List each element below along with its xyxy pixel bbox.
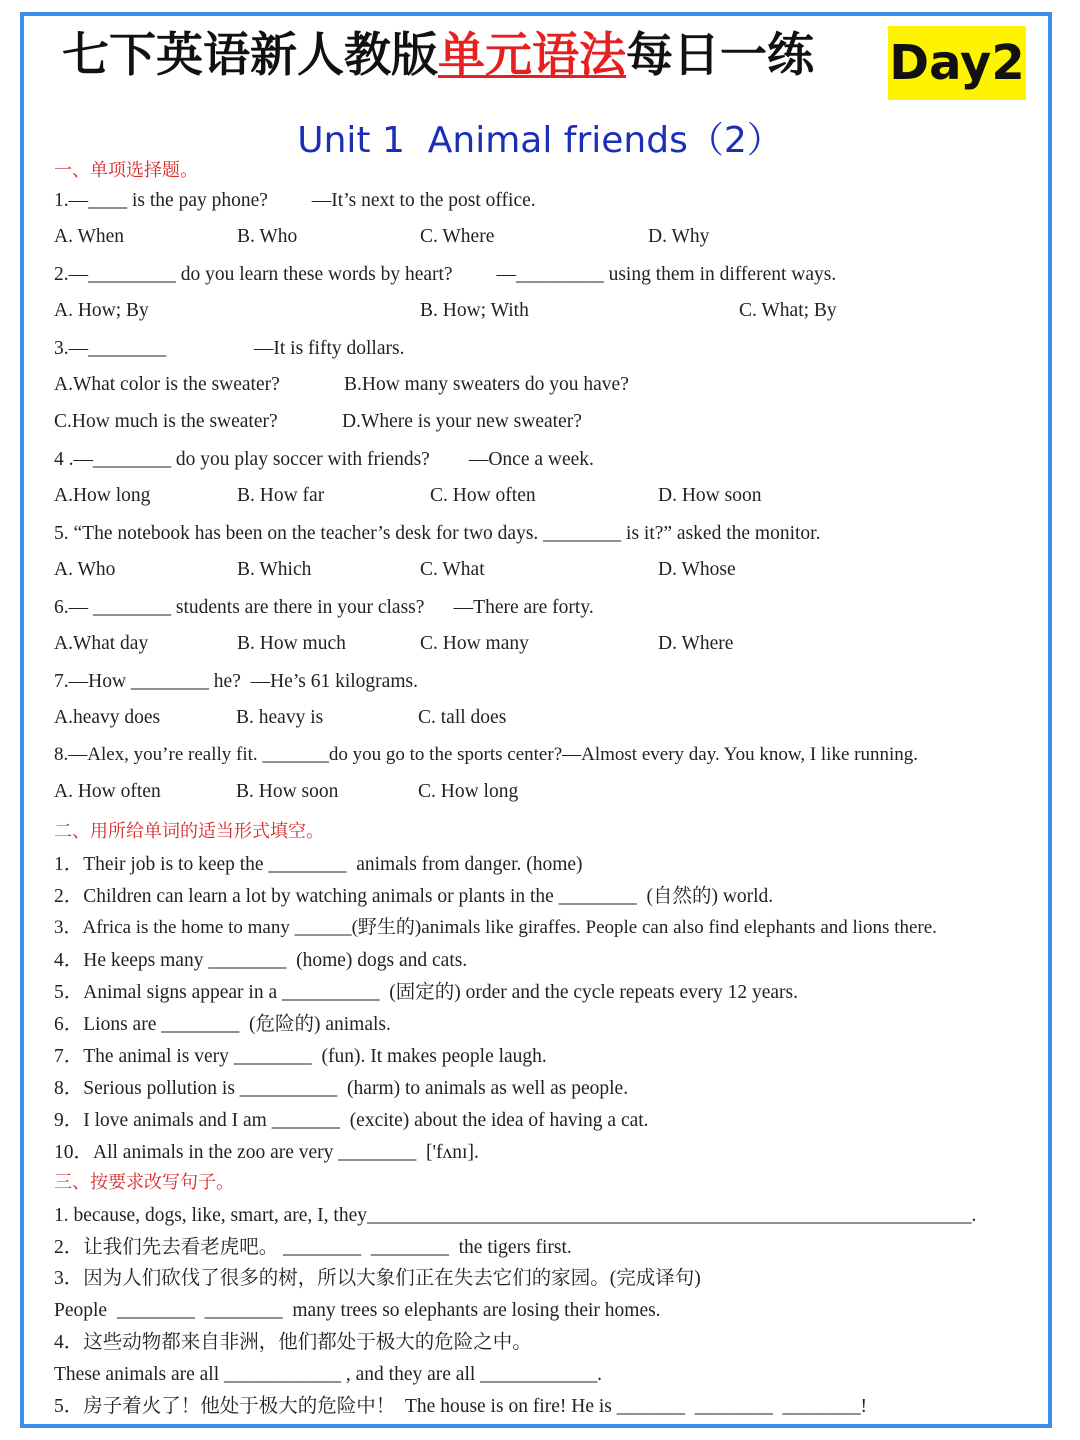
option: D. Whose bbox=[658, 559, 736, 580]
option: A. How often bbox=[54, 781, 161, 802]
option: C. tall does bbox=[418, 707, 507, 728]
option: C. What; By bbox=[739, 300, 837, 321]
fill-item: 10．All animals in the zoo are very ________ ['fʌnɪ]. bbox=[54, 1142, 479, 1163]
fill-item: 5．Animal signs appear in a __________ (固定的) order and the cycle repeats every 12 years. bbox=[54, 982, 799, 1003]
option: A. How; By bbox=[54, 300, 149, 321]
option: C. Where bbox=[420, 226, 495, 247]
question-stem: 1.—____ is the pay phone? —It’s next to the post office. bbox=[54, 190, 536, 211]
option: A.What day bbox=[54, 633, 149, 654]
unit-subtitle: Unit 1 Animal friends（2） bbox=[297, 120, 783, 161]
option: B.How many sweaters do you have? bbox=[344, 374, 629, 395]
fill-item: 4．He keeps many ________ (home) dogs and cats. bbox=[54, 950, 468, 971]
option: A.What color is the sweater? bbox=[54, 374, 280, 395]
option: C. What bbox=[420, 559, 485, 580]
question-stem: 8.—Alex, you’re really fit. _______do you go to the sports center?—Almost every day. You know, I like running. bbox=[54, 744, 918, 765]
rewrite-item: 2．让我们先去看老虎吧。 ________ ________ the tigers first. bbox=[54, 1237, 572, 1258]
fill-item: 9．I love animals and I am _______ (excite) about the idea of having a cat. bbox=[54, 1110, 649, 1131]
option: D. Where bbox=[658, 633, 734, 654]
option: C. How many bbox=[420, 633, 529, 654]
fill-item: 6．Lions are ________ (危险的) animals. bbox=[54, 1014, 391, 1035]
option: D. How soon bbox=[658, 485, 762, 506]
option: D.Where is your new sweater? bbox=[342, 411, 582, 432]
option: A.How long bbox=[54, 485, 151, 506]
fill-item: 3．Africa is the home to many ______(野生的)animals like giraffes. People can also find elephants and lions there. bbox=[54, 917, 937, 938]
section1-heading: 一、单项选择题。 bbox=[54, 160, 198, 181]
option: A. When bbox=[54, 226, 125, 247]
option: B. heavy is bbox=[236, 707, 324, 728]
fill-item: 8．Serious pollution is __________ (harm) to animals as well as people. bbox=[54, 1078, 629, 1099]
title-part1: 七下英语新人教版 bbox=[62, 28, 438, 83]
option: A. Who bbox=[54, 559, 116, 580]
option: A.heavy does bbox=[54, 707, 161, 728]
option: C. How often bbox=[430, 485, 536, 506]
title-part2: 每日一练 bbox=[626, 28, 814, 83]
question-stem: 6.— ________ students are there in your class? —There are forty. bbox=[54, 597, 594, 618]
option: C. How long bbox=[418, 781, 519, 802]
option: B. How far bbox=[237, 485, 325, 506]
question-stem: 7.—How ________ he? —He’s 61 kilograms. bbox=[54, 671, 418, 692]
option: B. Who bbox=[237, 226, 298, 247]
rewrite-item: 4．这些动物都来自非洲，他们都处于极大的危险之中。 bbox=[54, 1332, 532, 1353]
rewrite-item: 5．房子着火了！他处于极大的危险中！ The house is on fire! He is _______ ________ ________! bbox=[54, 1396, 867, 1417]
option: B. Which bbox=[237, 559, 312, 580]
question-stem: 3.—________ —It is fifty dollars. bbox=[54, 338, 405, 359]
title-highlight: 单元语法 bbox=[438, 28, 626, 83]
rewrite-item: These animals are all ____________ , and they are all ____________. bbox=[54, 1364, 603, 1385]
rewrite-item: 3．因为人们砍伐了很多的树，所以大象们正在失去它们的家园。(完成译句) bbox=[54, 1268, 701, 1289]
fill-item: 1．Their job is to keep the ________ animals from danger. (home) bbox=[54, 854, 583, 875]
question-stem: 5. “The notebook has been on the teacher’s desk for two days. ________ is it?” asked the monitor. bbox=[54, 523, 821, 544]
option: B. How much bbox=[237, 633, 346, 654]
section3-heading: 三、按要求改写句子。 bbox=[54, 1172, 234, 1193]
section2-heading: 二、用所给单词的适当形式填空。 bbox=[54, 821, 324, 842]
option: B. How; With bbox=[420, 300, 529, 321]
rewrite-item: People ________ ________ many trees so elephants are losing their homes. bbox=[54, 1300, 661, 1321]
rewrite-item: 1. because, dogs, like, smart, are, I, they______________________________________________________________. bbox=[54, 1205, 977, 1226]
page-title bbox=[62, 18, 814, 85]
option: B. How soon bbox=[236, 781, 339, 802]
day-tag: Day2 bbox=[888, 26, 1026, 100]
question-stem: 4 .—________ do you play soccer with friends? —Once a week. bbox=[54, 449, 594, 470]
option: C.How much is the sweater? bbox=[54, 411, 278, 432]
option: D. Why bbox=[648, 226, 710, 247]
fill-item: 2．Children can learn a lot by watching animals or plants in the ________ (自然的) world. bbox=[54, 886, 774, 907]
question-stem: 2.—_________ do you learn these words by heart? —_________ using them in different ways. bbox=[54, 264, 837, 285]
fill-item: 7．The animal is very ________ (fun). It makes people laugh. bbox=[54, 1046, 547, 1067]
